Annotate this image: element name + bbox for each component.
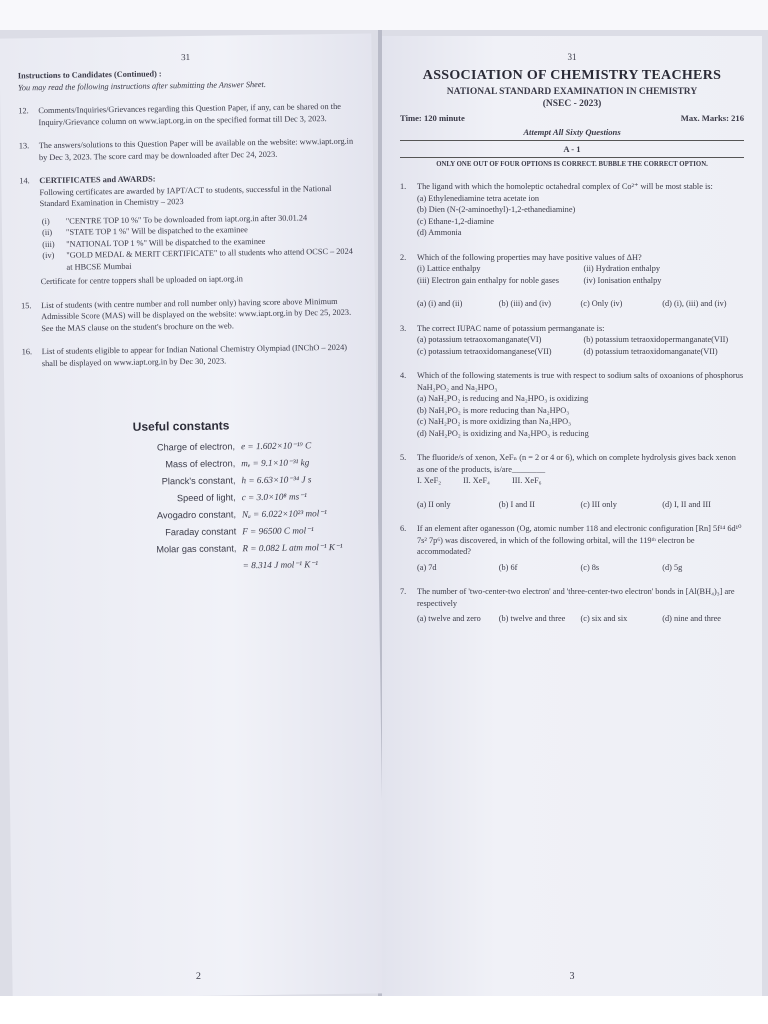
fluoride-ii: II. XeF₄: [463, 476, 490, 485]
top-background: [0, 0, 768, 30]
roman-numeral: (iv): [42, 250, 55, 261]
constants-title: Useful constants: [132, 418, 230, 434]
constant-value: F = 96500 C mol⁻¹: [242, 525, 314, 537]
item-number: 12.: [18, 106, 29, 116]
left-page-number-top: 31: [181, 51, 191, 63]
item-number: 15.: [20, 300, 32, 310]
option-d: (d) 5g: [662, 562, 683, 572]
option-d: (d) potassium tetraoxidomanganate(VII): [583, 346, 718, 356]
certificate-text: "CENTRE TOP 10 %" To be downloaded from iapt.org.in after 30.01.24: [65, 212, 308, 226]
constant-value: R = 0.082 L atm mol⁻¹ K⁻¹: [242, 541, 343, 554]
constant-label: Speed of light,: [176, 492, 236, 504]
option-d: (d) (i), (iii) and (iv): [662, 299, 727, 308]
option-a: (a) Ethylenediamine tetra acetate ion: [417, 193, 540, 203]
question-text: Which of the following statements is true with respect to sodium salts of oxoanions of phosphorus NaH₂PO₂ and Na₂HPO₃: [417, 371, 744, 392]
exam-header: [400, 68, 744, 109]
option-b: (b) Dien (N-(2-aminoethyl)-1,2-ethanediamine): [417, 205, 576, 214]
left-page: [0, 33, 385, 998]
constant-row: [95, 556, 361, 577]
useful-constants: [93, 417, 361, 577]
instruction-item-13: [19, 136, 355, 164]
option-c: (c) III only: [580, 499, 617, 509]
question-number: 4.: [400, 371, 407, 380]
question-number: 5.: [400, 453, 407, 462]
exam-time: Time: 120 minute: [400, 113, 465, 123]
option-c: (c) 8s: [580, 562, 600, 572]
exam-meta: [400, 113, 744, 123]
option-c: (c) NaH₂PO₂ is more oxidizing than Na₂HPO₃: [417, 417, 571, 426]
org-title: ASSOCIATION OF CHEMISTRY TEACHERS: [422, 68, 722, 83]
constant-value: = 8.314 J mol⁻¹ K⁻¹: [242, 559, 319, 571]
item-text: List of students eligible to appear for Indian National Chemistry Olympiad (INChO – 2024) shall be displayed on www.iapt.org.in by Dec 30, 2023.: [41, 342, 348, 368]
exam-marks: Max. Marks: 216: [680, 113, 744, 123]
option-a: (a) 7d: [417, 562, 437, 572]
certificate-row: [40, 246, 356, 273]
option-c: (c) Only (iv): [580, 299, 623, 308]
item-text: List of students (with centre number and roll number only) having score above Minimum Admissible Score (MAS) will be displayed on the website: www.iapt.org.in by Dec 25, 2023. See the MAS clause on the student's brochure on the web.: [40, 296, 352, 333]
question-text: If an element after oganesson (Og, atomic number 118 and electronic configuration [Rn] 5f¹⁴ 6d¹⁰ 7s² 7p⁶) was discovered, in which of the following orbital, will the 119ᵗʰ electron be accommodated?: [417, 524, 742, 556]
option-c: (c) potassium tetraoxidomanganese(VII): [417, 346, 552, 356]
section-label: A - 1: [563, 144, 581, 154]
property-i: (i) Lattice enthalpy: [417, 264, 481, 273]
item-number: 16.: [21, 347, 33, 357]
question-number: 3.: [400, 323, 407, 333]
roman-numeral: (i): [41, 216, 50, 226]
roman-numeral: (ii): [41, 227, 53, 238]
item-number: 13.: [18, 141, 30, 151]
option-a: (a) NaH₂PO₂ is reducing and Na₂HPO₃ is oxidizing: [417, 394, 589, 403]
option-a: (a) twelve and zero: [417, 614, 481, 623]
question-number: 7.: [400, 587, 407, 596]
instruction-item-14: [19, 171, 357, 288]
constant-value: e = 1.602×10⁻¹⁹ C: [240, 440, 312, 452]
option-b: (b) twelve and three: [498, 614, 566, 623]
exam-code: (NSEC - 2023): [542, 99, 602, 109]
option-a: (a) potassium tetraoxomanganate(VI): [417, 335, 542, 344]
right-page-number-top: 31: [567, 52, 577, 62]
constant-value: Nₐ = 6.022×10²³ mol⁻¹: [241, 508, 327, 520]
property-iv: (iv) Ionisation enthalpy: [583, 275, 662, 285]
question-number: 6.: [400, 524, 407, 533]
constant-value: c = 3.0×10⁸ ms⁻¹: [241, 491, 307, 503]
instruction-item-12: [18, 101, 354, 129]
option-b: (b) 6f: [498, 562, 518, 572]
bottom-background: [0, 996, 768, 1024]
option-d: (d) Ammonia: [417, 228, 462, 237]
item-text: Following certificates are awarded by IAPT/ACT to students, successful in the National Standard Examination in Chemistry – 2023: [39, 183, 332, 209]
certificates-heading: CERTIFICATES and AWARDS:: [39, 174, 156, 186]
property-iii: (iii) Electron gain enthalpy for noble gases: [417, 275, 559, 285]
option-b: (b) potassium tetraoxidopermanganate(VII): [583, 335, 729, 344]
certificate-text: "GOLD MEDAL & MERIT CERTIFICATE" to all students who attend OCSC – 2024 at HBCSE Mumbai: [66, 246, 353, 272]
instruction-item-15: [21, 295, 357, 334]
question-4: [400, 370, 744, 439]
options-instruction: ONLY ONE OUT OF FOUR OPTIONS IS CORRECT. BUBBLE THE CORRECT OPTION.: [436, 161, 708, 168]
question-text: The number of 'two-center-two electron' and 'three-center-two electron' bonds in [Al(BH₄)₃] are respectively: [417, 587, 735, 608]
constant-label: Charge of electron,: [156, 441, 236, 453]
constant-value: mₑ = 9.1×10⁻³¹ kg: [241, 457, 310, 469]
constant-value: h = 6.63×10⁻³⁴ J s: [241, 474, 312, 486]
constant-label: Mass of electron,: [165, 458, 236, 470]
instruction-item-16: [22, 342, 358, 370]
certificate-text: "NATIONAL TOP 1 %" Will be dispatched to the examinee: [66, 236, 266, 249]
option-c: (c) Ethane-1,2-diamine: [417, 216, 494, 226]
option-d: (d) I, II and III: [662, 499, 711, 509]
attempt-note: Attempt All Sixty Questions: [523, 127, 621, 137]
question-5: [400, 452, 744, 510]
divider: [400, 157, 744, 158]
question-1: [400, 181, 744, 239]
right-page: [382, 36, 762, 996]
question-number: 1.: [400, 182, 407, 191]
question-6: [400, 523, 744, 573]
constant-label: [95, 557, 243, 576]
instructions-title: Instructions to Candidates (Continued) :: [17, 69, 162, 81]
option-b: (b) I and II: [498, 499, 535, 509]
divider: [400, 140, 744, 141]
option-b: (b) (iii) and (iv): [498, 299, 552, 308]
question-number: 2.: [400, 252, 407, 262]
fluoride-i: I. XeF₂: [417, 476, 442, 485]
constant-label: Molar gas constant,: [156, 543, 237, 555]
item-number: 14.: [19, 176, 30, 186]
certificate-text: "STATE TOP 1 %" Will be dispatched to the examinee: [65, 225, 248, 237]
certificates-note: Certificate for centre toppers shall be uploaded on iapt.org.in: [40, 274, 243, 287]
question-text: The ligand with which the homoleptic octahedral complex of Co²⁺ will be most stable is:: [417, 182, 713, 191]
instructions-note: You may read the following instructions after submitting the Answer Sheet.: [17, 79, 266, 92]
question-3: [400, 323, 744, 358]
question-text: The correct IUPAC name of potassium permanganate is:: [417, 323, 605, 333]
question-text: Which of the following properties may have positive values of ΔH?: [417, 252, 642, 262]
right-page-number-bottom: 3: [569, 971, 575, 982]
constant-label: Avogadro constant,: [156, 509, 237, 521]
exam-title: NATIONAL STANDARD EXAMINATION IN CHEMISTRY: [446, 87, 698, 97]
option-a: (a) (i) and (ii): [417, 299, 463, 308]
fluoride-iii: III. XeF₆: [511, 476, 542, 485]
item-text: Comments/Inquiries/Grievances regarding this Question Paper, if any, can be shared on the Inquiry/Grievance column on www.iapt.org.in on the specified format till Dec 3, 2023.: [38, 101, 341, 127]
constant-label: Faraday constant: [165, 526, 237, 538]
question-2: [400, 252, 744, 310]
roman-numeral: (iii): [42, 239, 55, 249]
option-b: (b) NaH₂PO₂ is more reducing than Na₂HPO₃: [417, 405, 570, 415]
left-page-number-bottom: 2: [195, 970, 202, 982]
option-a: (a) II only: [417, 499, 451, 509]
property-ii: (ii) Hydration enthalpy: [583, 264, 660, 273]
question-7: [400, 586, 744, 625]
option-c: (c) six and six: [580, 614, 628, 623]
question-text: The fluoride/s of xenon, XeFₙ (n = 2 or 4 or 6), which on complete hydrolysis gives back xenon as one of the products, is/are________: [417, 453, 736, 474]
option-d: (d) NaH₂PO₂ is oxidizing and Na₂HPO₃ is reducing: [417, 428, 589, 438]
option-d: (d) nine and three: [662, 614, 721, 623]
constant-label: Planck's constant,: [161, 475, 236, 487]
item-text: The answers/solutions to this Question Paper will be available on the website: www.iapt.org.in by Dec 3, 2023. The score card may be downloaded after Dec 24, 2023.: [38, 136, 354, 162]
